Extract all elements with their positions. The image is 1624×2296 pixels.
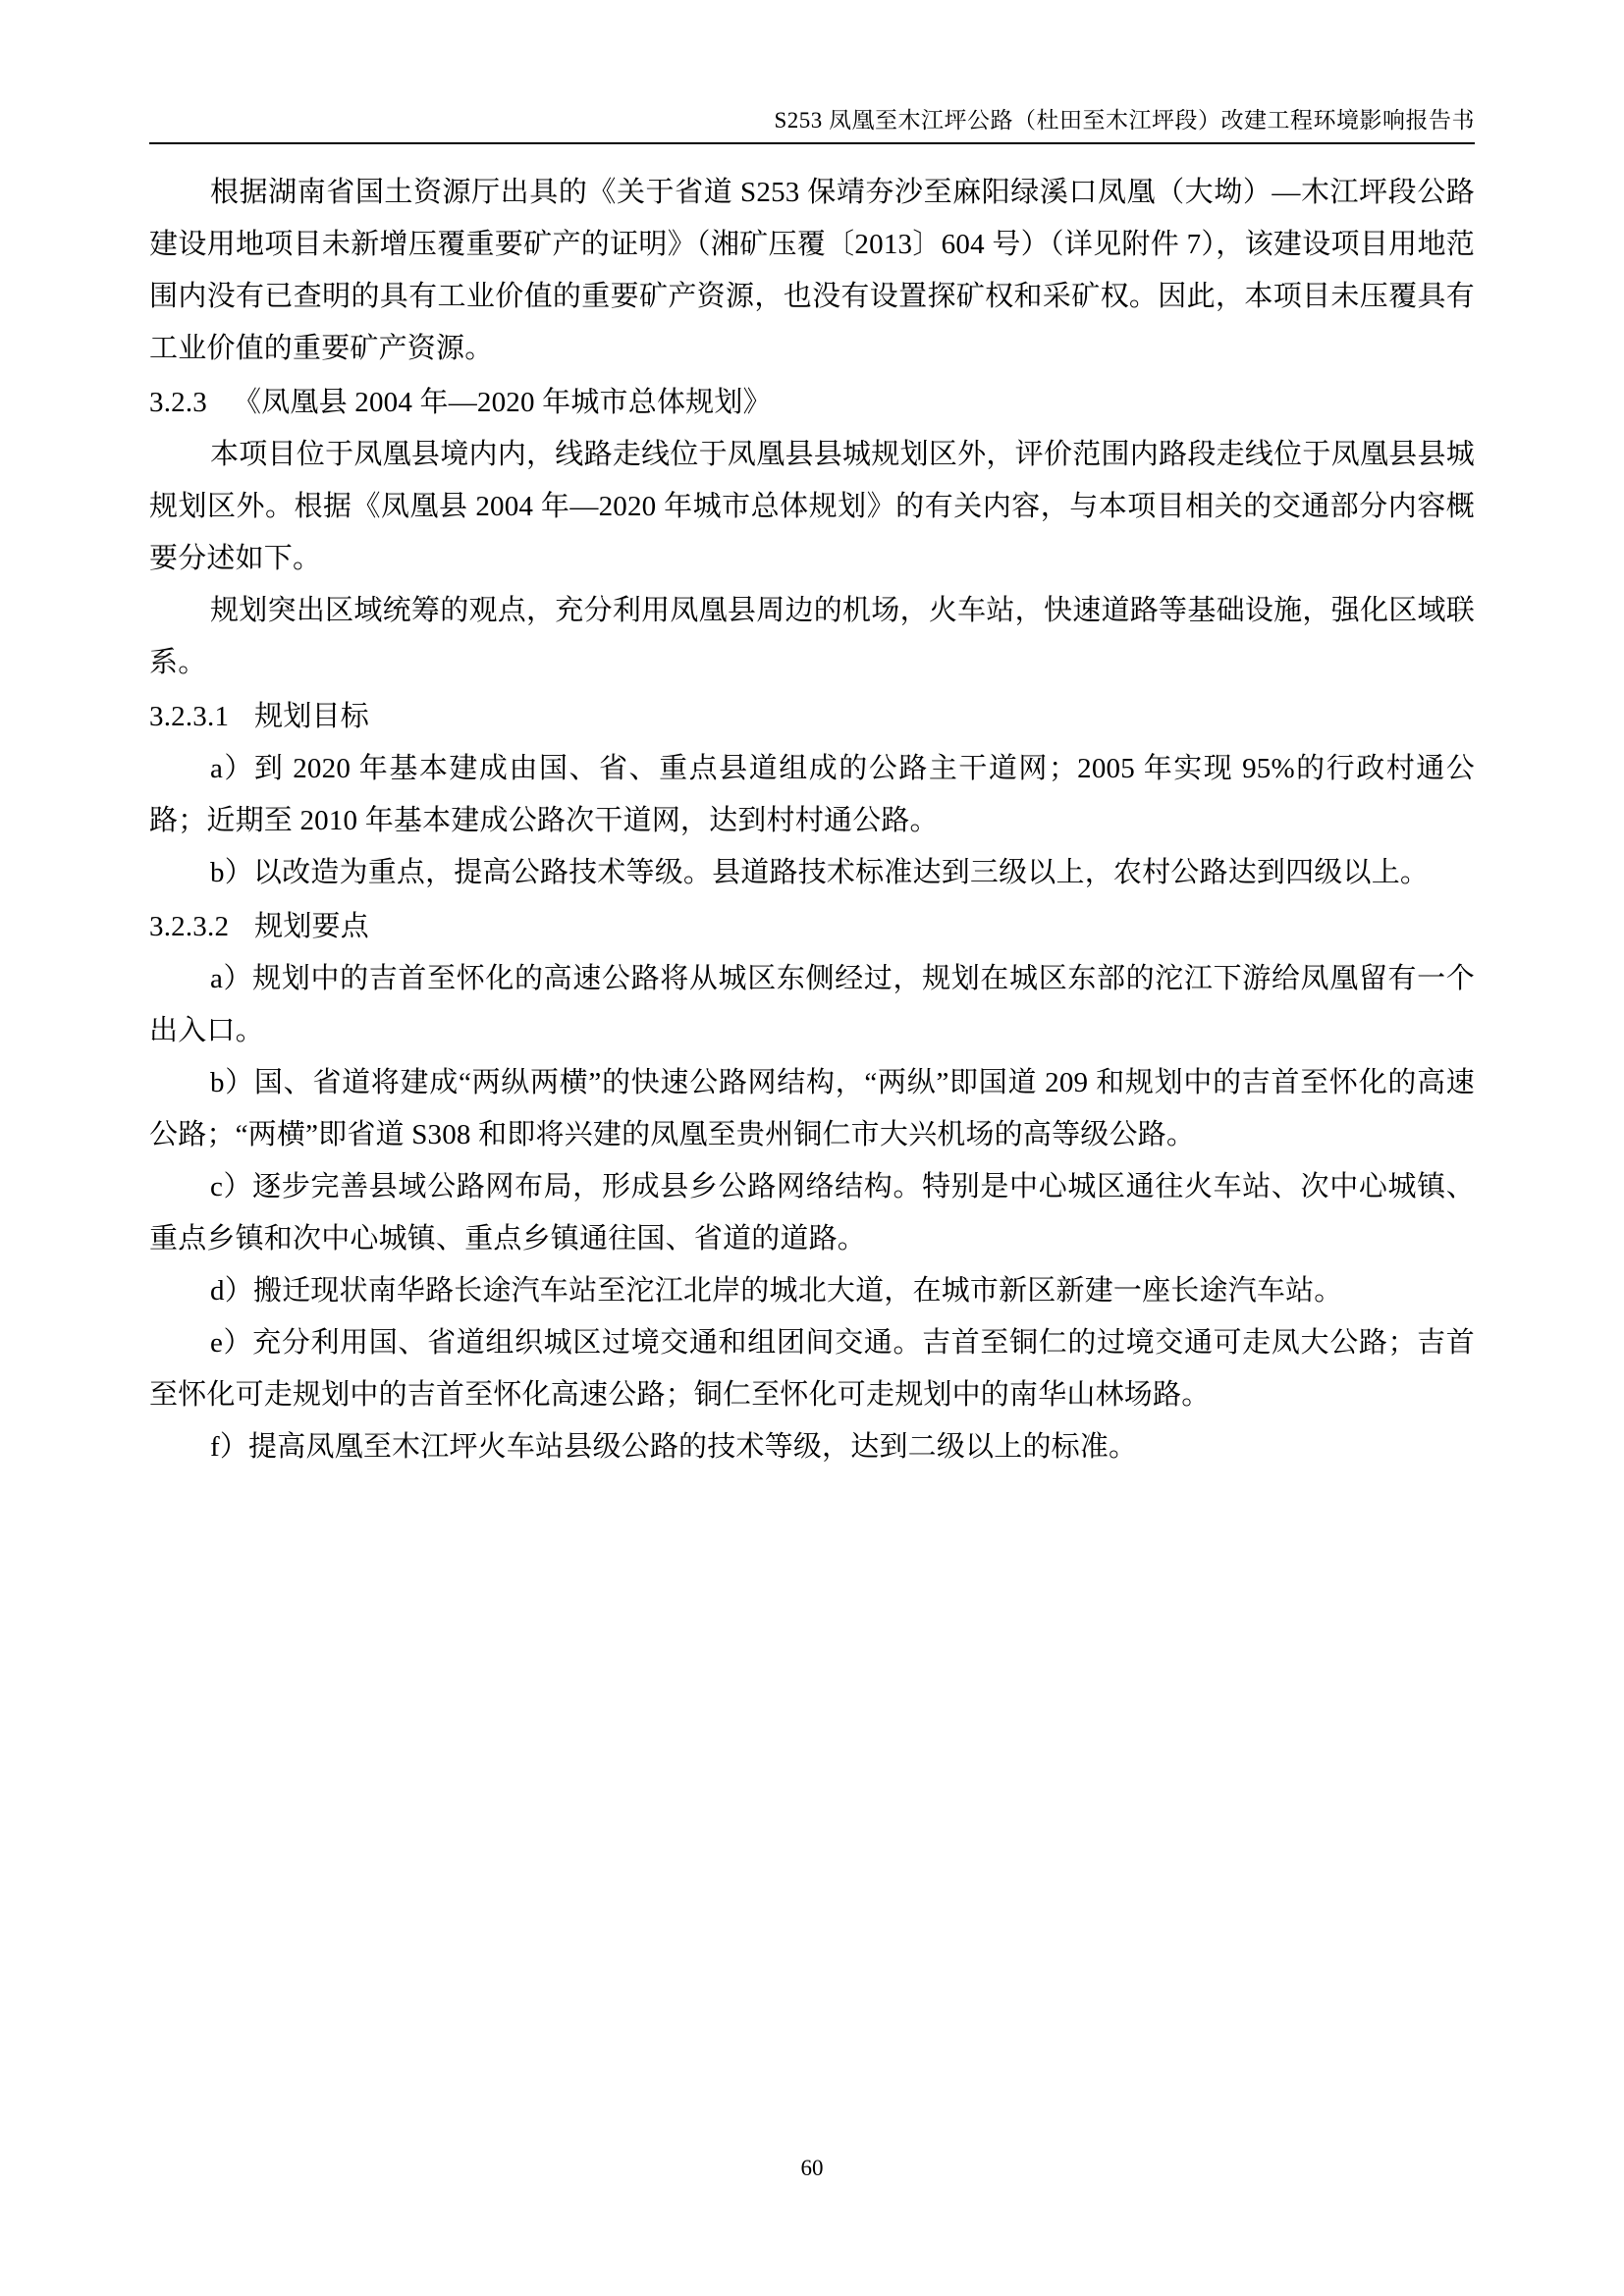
body-text bbox=[149, 167, 1475, 1473]
section-number-3-2-3-2: 3.2.3.2 bbox=[149, 911, 230, 942]
section-heading-3-2-3 bbox=[149, 377, 1475, 429]
page-header: S253 凤凰至木江坪公路（杜田至木江坪段）改建工程环境影响报告书 bbox=[774, 108, 1475, 133]
paragraph-point-b: b）国、省道将建成“两纵两横”的快速公路网结构，“两纵”即国道 209 和规划中的吉首至怀化的高速公路；“两横”即省道 S308 和即将兴建的凤凰至贵州铜仁市大兴机场的高等级公路。 bbox=[149, 1067, 1475, 1150]
paragraph-point-f: f）提高凤凰至木江坪火车站县级公路的技术等级，达到二级以上的标准。 bbox=[210, 1431, 1138, 1463]
page-content bbox=[149, 0, 1475, 2296]
header-divider bbox=[149, 142, 1475, 144]
paragraph-regional-planning: 规划突出区域统筹的观点，充分利用凤凰县周边的机场，火车站，快速道路等基础设施，强化区域联系。 bbox=[149, 595, 1475, 678]
paragraph-project-location: 本项目位于凤凰县境内内，线路走线位于凤凰县县城规划区外，评价范围内路段走线位于凤凰县县城规划区外。根据《凤凰县 2004 年—2020 年城市总体规划》的有关内容，与本项目相关的交通部分内容概要分述如下。 bbox=[149, 439, 1475, 574]
paragraph-point-c: c）逐步完善县域公路网布局，形成县乡公路网络结构。特别是中心城区通往火车站、次中心城镇、重点乡镇和次中心城镇、重点乡镇通往国、省道的道路。 bbox=[149, 1171, 1475, 1255]
section-title-3-2-3: 《凤凰县 2004 年—2020 年城市总体规划》 bbox=[233, 387, 772, 418]
paragraph-point-d: d）搬迁现状南华路长途汽车站至沱江北岸的城北大道，在城市新区新建一座长途汽车站。 bbox=[210, 1275, 1343, 1307]
section-heading-3-2-3-1 bbox=[149, 691, 1475, 743]
section-title-3-2-3-2: 规划要点 bbox=[254, 911, 369, 942]
section-heading-3-2-3-2 bbox=[149, 901, 1475, 953]
paragraph-goal-a: a）到 2020 年基本建成由国、省、重点县道组成的公路主干道网；2005 年实现 95%的行政村通公路；近期至 2010 年基本建成公路次干道网，达到村村通公路。 bbox=[149, 753, 1475, 836]
paragraph-point-e: e）充分利用国、省道组织城区过境交通和组团间交通。吉首至铜仁的过境交通可走凤大公路；吉首至怀化可走规划中的吉首至怀化高速公路；铜仁至怀化可走规划中的南华山林场路。 bbox=[149, 1327, 1475, 1411]
page-number: 60 bbox=[800, 2156, 824, 2180]
section-number-3-2-3-1: 3.2.3.1 bbox=[149, 701, 230, 732]
section-title-3-2-3-1: 规划目标 bbox=[254, 701, 369, 732]
section-number-3-2-3: 3.2.3 bbox=[149, 387, 207, 418]
paragraph-point-a: a）规划中的吉首至怀化的高速公路将从城区东侧经过，规划在城区东部的沱江下游给凤凰留有一个出入口。 bbox=[149, 963, 1475, 1046]
paragraph-goal-b: b）以改造为重点，提高公路技术等级。县道路技术标准达到三级以上，农村公路达到四级以上。 bbox=[210, 857, 1430, 888]
paragraph-compulsory-mineral: 根据湖南省国土资源厅出具的《关于省道 S253 保靖夯沙至麻阳绿溪口凤凰（大坳）—木江坪段公路建设用地项目未新增压覆重要矿产的证明》（湘矿压覆〔2013〕604 号）（详见附件 7），该建设项目用地范围内没有已查明的具有工业价值的重要矿产资源，也没有设置探矿权和采矿权。因此，本项目未压覆具有工业价值的重要矿产资源。 bbox=[149, 177, 1475, 364]
